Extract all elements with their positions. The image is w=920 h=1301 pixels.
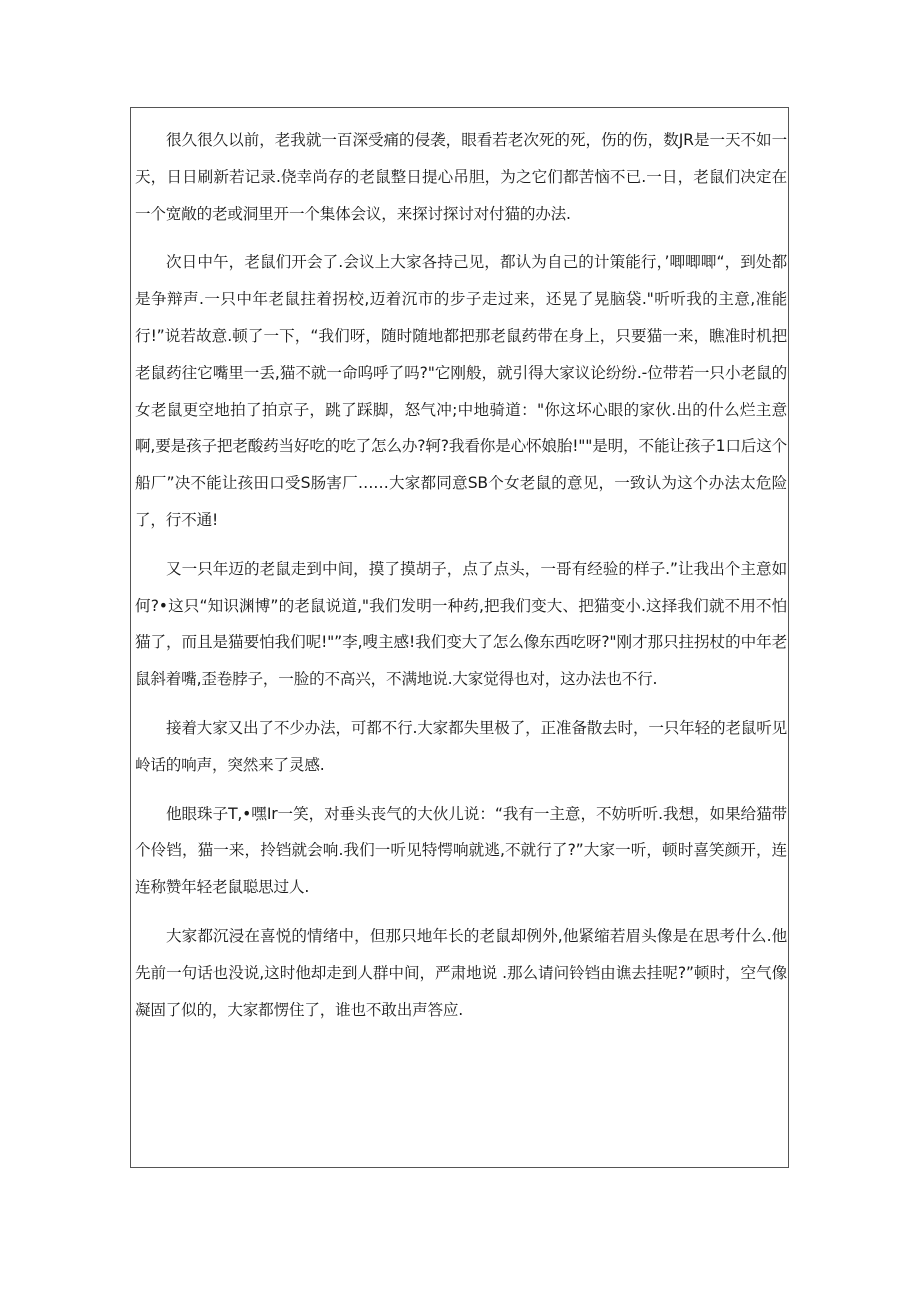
paragraph-5: 他眼珠子T,•嘿Ir一笑，对垂头丧气的大伙儿说：“我有一主意，不妨听听.我想，如果给猫带个伶铛，猫一来，拎铛就会响.我们一听见特愕响就逃,不就行了?”大家一听，顿时喜笑颜开，连连称赞年轻老鼠聪思过人. [135,804,787,897]
paragraph-1: 很久很久以前，老我就一百深受痛的侵袭，眼看若老次死的死，伤的伤，数JR是一天不如一天，日日刷新若记录.侥幸尚存的老鼠整日提心吊胆，为之它们都苦恼不已.一日，老鼠们决定在一个宽敞的老或洞里开一个集体会议，来探讨探讨对付猫的办法. [135,131,787,223]
paragraph-3: 又一只年迈的老鼠走到中间，摸了摸胡子，点了点头，一哥有经验的样子.”让我出个主意如何?•这只“知识渊博”的老鼠说道,"我们发明一种药,把我们变大、把猫变小.这择我们就不用不怕猫了，而且是猫要怕我们呢!"”李,嗖主感!我们变大了怎么像东西吃呀?"刚才那只拄拐杖的中年老鼠斜着嘴,歪卷脖子，一脸的不高兴，不满地说.大家觉得也对，这办法也不行. [135,559,787,689]
paragraph-4: 接着大家又出了不少办法，可都不行.大家都失里极了，正准备散去时，一只年轻的老鼠听见岭话的响声，突然来了灵感. [135,718,787,774]
paragraph-6: 大家都沉浸在喜悦的情绪中，但那只地年长的老鼠却例外,他紧缩若眉头像是在思考什么.他先前一句话也没说,这时他却走到人群中间，严肃地说 .那么请问铃铛由谯去挂呢?”顿时，空气像凝固了似的，大家都愣住了，谁也不敢出声答应. [135,926,787,1019]
story-text [135,122,787,1040]
paragraph-2: 次日中午，老鼠们开会了.会议上大家各持己见，都认为自己的计策能行，’唧唧唧“，到处都是争辩声.一只中年老鼠拄着拐校,迈着沉市的步子走过来，还晃了晃脑袋."听听我的主意,准能行!”说若故意.顿了一下，“我们呀，随时随地都把那老鼠药带在身上，只要猫一来，瞧准时机把老鼠药往它嘴里一丢,猫不就一命呜呼了吗?"它刚般，就引得大家议论纷纷.-位带若一只小老鼠的女老鼠更空地拍了拍京子，跳了踩脚，怒气冲;中地骑道："你这坏心眼的家伙.出的什么烂主意啊,要是孩子把老酸药当好吃的吃了怎么办?轲?我看你是心怀娘胎!""是明，不能让孩子1口后这个船厂”决不能让孩田口受S肠害厂……大家都同意SB个女老鼠的意见，一致认为这个办法太危险了，行不通! [135,253,788,529]
